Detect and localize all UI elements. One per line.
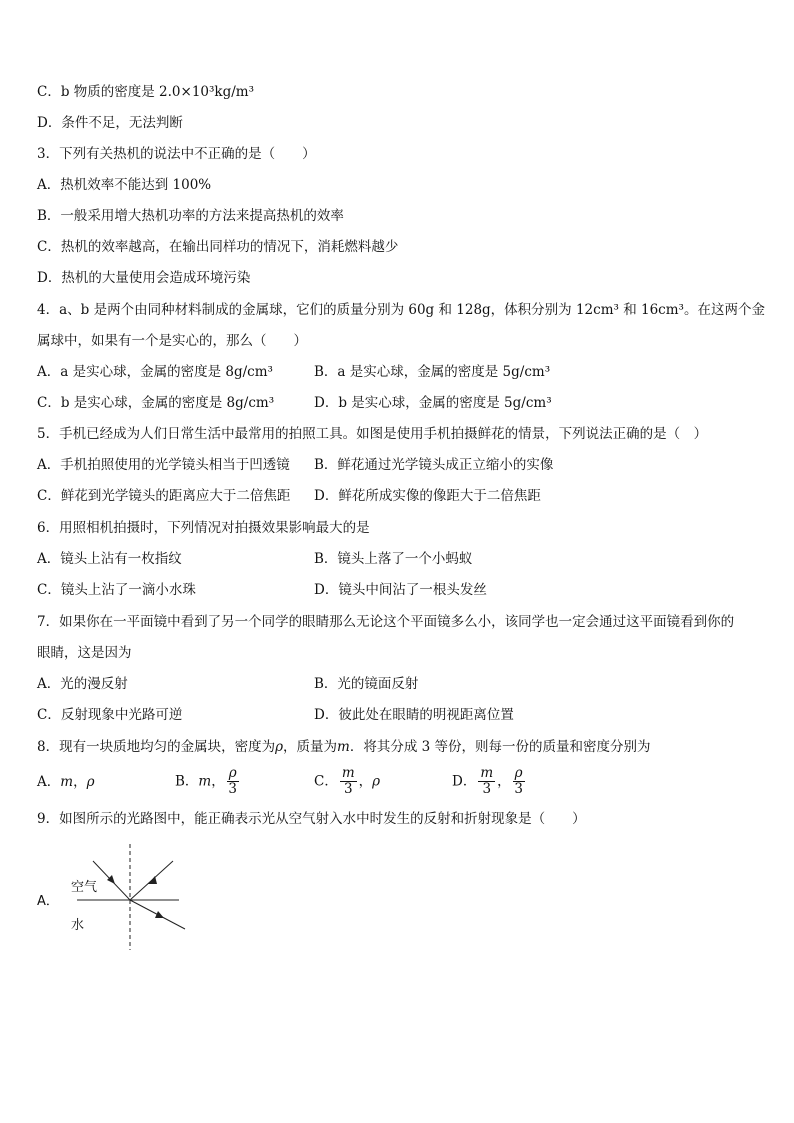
light-path-diagram [37, 842, 197, 952]
q3-option-b: B．一般采用增大热机功率的方法来提高热机的效率 [37, 208, 344, 224]
q8-option-d [452, 766, 527, 797]
option-label: C． [314, 773, 338, 790]
mass-symbol: m [60, 774, 74, 790]
q7-option-d: D．彼此处在眼睛的明视距离位置 [314, 707, 514, 723]
comma: ， [497, 773, 511, 790]
question-5: 5．手机已经成为人们日常生活中最常用的拍照工具。如图是使用手机拍摄鲜花的情景，下列说法正确的是（ ） [37, 426, 708, 442]
q8-option-a [37, 773, 95, 791]
comma: ， [358, 773, 373, 790]
water-label: 水 [71, 918, 85, 933]
q8-m-symbol: m [337, 739, 350, 755]
q7-option-a: A．光的漫反射 [37, 676, 128, 692]
question-4-line1: 4．a、b 是两个由同种材料制成的金属球，它们的质量分别为 60g 和 128g，体积分别为 12cm³ 和 16cm³。在这两个金 [37, 302, 765, 318]
option-c-prev: C．b 物质的密度是 2.0×10³kg/m³ [37, 84, 255, 100]
q3-option-a: A．热机效率不能达到 100% [37, 177, 212, 193]
refracted-arrow [155, 911, 164, 918]
fraction-denominator: 3 [228, 781, 237, 797]
question-4-line2: 属球中，如果有一个是实心的，那么（ ） [37, 333, 307, 349]
fraction-m-over-3 [340, 766, 357, 797]
q7-option-b: B．光的镜面反射 [314, 676, 419, 692]
fraction-denominator: 3 [482, 781, 492, 797]
question-9: 9．如图所示的光路图中，能正确表示光从空气射入水中时发生的反射和折射现象是（ ） [37, 811, 586, 827]
q3-option-c: C．热机的效率越高，在输出同样功的情况下，消耗燃料越少 [37, 239, 399, 255]
q8-option-c [314, 766, 380, 797]
option-label: D． [452, 773, 477, 790]
air-label: 空气 [71, 880, 98, 895]
fraction-numerator: m [480, 765, 494, 781]
fraction-denominator: 3 [514, 781, 523, 797]
mass-symbol: m [198, 773, 212, 790]
density-symbol: ρ [86, 774, 95, 790]
fraction-numerator: ρ [514, 765, 523, 781]
question-6: 6．用照相机拍摄时，下列情况对拍摄效果影响最大的是 [37, 520, 370, 536]
fraction-rho-over-3 [513, 766, 525, 797]
q5-option-d: D．鲜花所成实像的像距大于二倍焦距 [314, 488, 541, 504]
comma: ， [211, 773, 225, 790]
q8-rho-symbol: ρ [275, 739, 284, 755]
q4-option-d: D．b 是实心球，金属的密度是 5g/cm³ [314, 395, 552, 411]
option-label: B． [175, 773, 199, 790]
option-label: A． [37, 894, 59, 909]
q8-option-b [175, 766, 241, 797]
q5-option-a: A．手机拍照使用的光学镜头相当于凹透镜 [37, 457, 290, 473]
option-d-prev: D．条件不足，无法判断 [37, 115, 183, 131]
q3-option-d: D．热机的大量使用会造成环境污染 [37, 270, 251, 286]
fraction-m-over-3 [478, 766, 495, 797]
q8-text-mid: ，质量为 [283, 739, 338, 755]
q6-option-c: C．镜头上沾了一滴小水珠 [37, 582, 196, 598]
question-7-line1: 7．如果你在一平面镜中看到了另一个同学的眼睛那么无论这个平面镜多么小，该同学也一定会通过这平面镜看到你的 [37, 614, 735, 630]
q5-option-b: B．鲜花通过光学镜头成正立缩小的实像 [314, 457, 554, 473]
density-symbol: ρ [372, 773, 381, 790]
q6-option-d: D．镜头中间沾了一根头发丝 [314, 582, 487, 598]
fraction-denominator: 3 [343, 781, 353, 797]
option-label: A． [37, 774, 61, 790]
q6-option-b: B．镜头上落了一个小蚂蚁 [314, 551, 473, 567]
q7-option-c: C．反射现象中光路可逆 [37, 707, 183, 723]
fraction-rho-over-3 [227, 766, 239, 797]
fraction-numerator: m [341, 765, 355, 781]
q4-option-a: A．a 是实心球，金属的密度是 8g/cm³ [37, 364, 273, 380]
question-8 [37, 738, 651, 756]
question-3: 3．下列有关热机的说法中不正确的是（ ） [37, 146, 316, 162]
q9-option-a-diagram [37, 842, 197, 952]
comma: ， [73, 774, 87, 790]
q8-text-post: ．将其分成 3 等份，则每一份的质量和密度分别为 [349, 739, 651, 755]
q6-option-a: A．镜头上沾有一枚指纹 [37, 551, 182, 567]
q4-option-b: B．a 是实心球，金属的密度是 5g/cm³ [314, 364, 551, 380]
question-7-line2: 眼睛，这是因为 [37, 645, 132, 661]
q5-option-c: C．鲜花到光学镜头的距离应大于二倍焦距 [37, 488, 291, 504]
q4-option-c: C．b 是实心球，金属的密度是 8g/cm³ [37, 395, 275, 411]
fraction-numerator: ρ [228, 765, 237, 781]
q8-text-pre: 8．现有一块质地均匀的金属块，密度为 [37, 739, 276, 755]
